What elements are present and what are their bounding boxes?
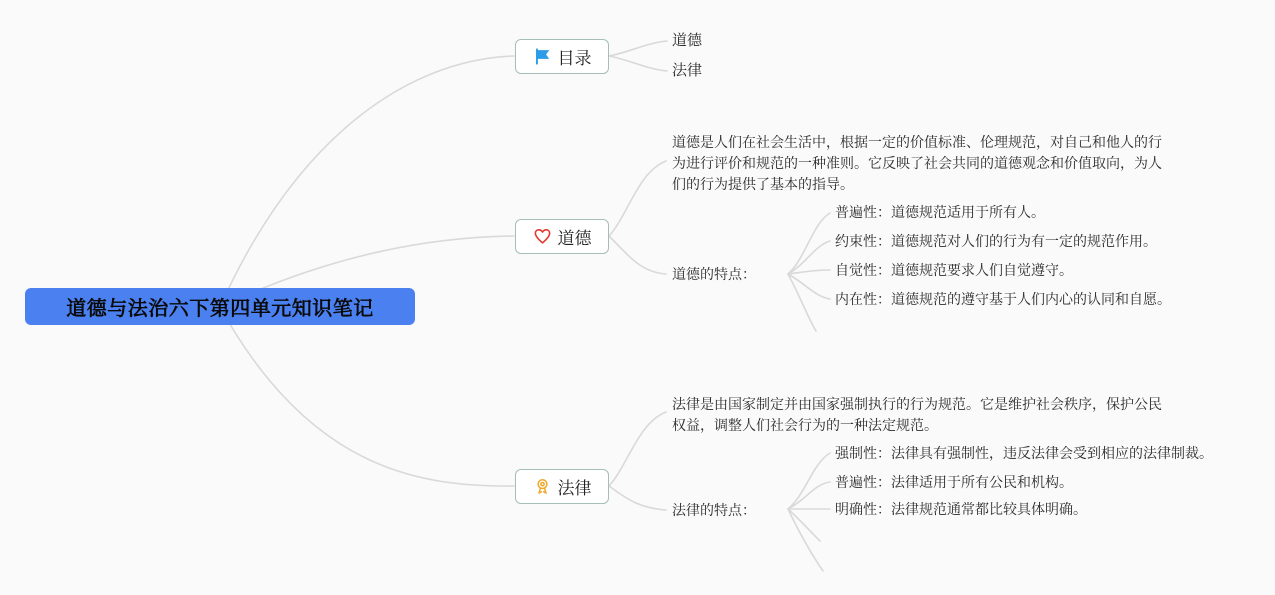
law-definition-line: 法律是由国家制定并由国家强制执行的行为规范。它是维护社会秩序，保护公民 <box>672 396 1162 412</box>
morality-feature-item[interactable]: 约束性：道德规范对人们的行为有一定的规范作用。 <box>835 233 1157 249</box>
edge-toc-morality <box>609 41 667 56</box>
morality-features-label[interactable]: 道德的特点： <box>672 266 756 282</box>
morality-definition-line: 道德是人们在社会生活中，根据一定的价值标准、伦理规范，对自己和他人的行 <box>672 134 1162 150</box>
edge-law-features-label <box>609 486 666 510</box>
law-features-label[interactable]: 法律的特点： <box>672 502 756 518</box>
heart-icon <box>533 227 552 246</box>
toc-node[interactable] <box>515 39 609 74</box>
law-feature-item[interactable]: 普遍性：法律适用于所有公民和机构。 <box>835 474 1073 490</box>
law-definition-line: 权益，调整人们社会行为的一种法定规范。 <box>672 417 938 433</box>
edge-root-law <box>220 307 514 486</box>
edge-law-feature-stub-2 <box>788 509 823 571</box>
morality-feature-item[interactable]: 普遍性：道德规范适用于所有人。 <box>835 204 1045 220</box>
root-node[interactable]: 道德与法治六下第四单元知识笔记 <box>25 288 415 325</box>
medal-icon <box>533 477 552 496</box>
morality-definition-line: 为进行评价和规范的一种准则。它反映了社会共同的道德观念和价值取向，为人 <box>672 155 1162 171</box>
law-definition[interactable] <box>672 394 1177 436</box>
edge-morality-features-label <box>609 236 666 274</box>
toc-child-law[interactable]: 法律 <box>672 62 703 79</box>
edge-morality-feature-2 <box>788 241 830 274</box>
edge-root-toc <box>220 56 514 307</box>
flag-icon <box>533 47 552 66</box>
edge-morality-definition <box>609 161 666 236</box>
edge-law-feature-1 <box>788 453 830 509</box>
edge-law-definition <box>609 412 666 486</box>
edge-law-feature-2 <box>788 482 830 509</box>
morality-feature-item[interactable]: 内在性：道德规范的遵守基于人们内心的认同和自愿。 <box>835 291 1171 307</box>
law-feature-item[interactable]: 强制性：法律具有强制性，违反法律会受到相应的法律制裁。 <box>835 445 1213 461</box>
law-node[interactable] <box>515 469 609 504</box>
toc-node-label: 目录 <box>557 49 592 68</box>
morality-node-label: 道德 <box>557 229 592 248</box>
law-feature-item[interactable]: 明确性：法律规范通常都比较具体明确。 <box>835 501 1087 517</box>
morality-node[interactable] <box>515 219 609 254</box>
law-node-label: 法律 <box>557 479 592 498</box>
morality-definition-line: 们的行为提供了基本的指导。 <box>672 176 854 192</box>
edge-law-feature-stub-1 <box>788 509 820 541</box>
morality-feature-item[interactable]: 自觉性：道德规范要求人们自觉遵守。 <box>835 262 1073 278</box>
morality-definition[interactable] <box>672 132 1177 195</box>
edge-toc-law <box>609 56 667 71</box>
toc-child-morality[interactable]: 道德 <box>672 32 703 49</box>
